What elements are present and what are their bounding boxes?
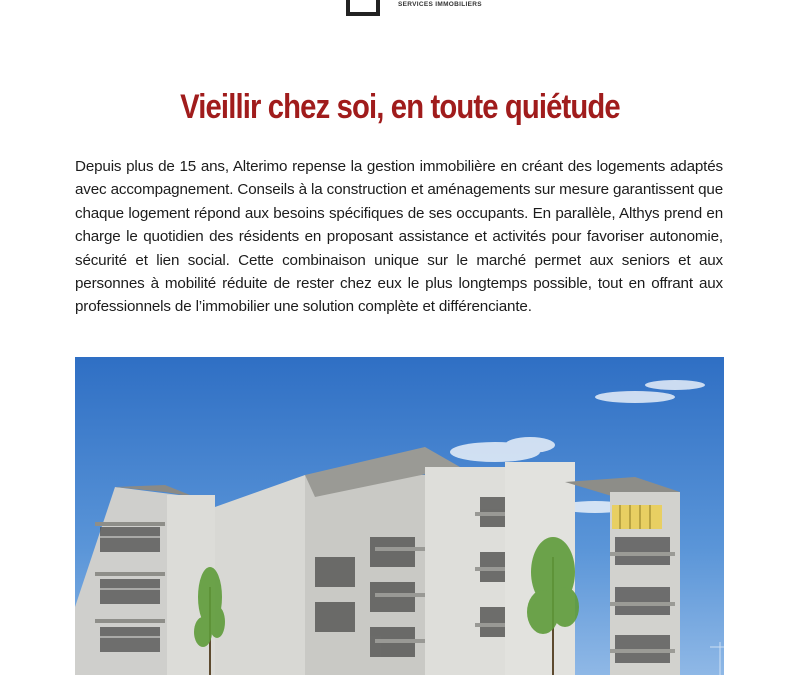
apartment-building-photo bbox=[75, 357, 724, 675]
intro-paragraph: Depuis plus de 15 ans, Alterimo repense la gestion immobilière en créant des logements adaptés avec accompagnement. Conseils à la construction et aménagements sur mesure garantissent que chaque logement répond aux besoins spécifiques de ses occupants. En parallèle, Althys prend en charge le quotidien des résidents en proposant assistance et activités pour favoriser autonomie, sécurité et lien social. Cette combinaison unique sur le marché permet aux seniors et aux personnes à mobilité réduite de rester chez eux le plus longtemps possible, tout en offrant aux professionnels de l’immobilier une solution complète et différenciante. bbox=[75, 158, 723, 316]
company-logo-mark bbox=[346, 0, 380, 16]
page-title: Vieillir chez soi, en toute quiétude bbox=[180, 88, 620, 126]
company-logo-text: SERVICES IMMOBILIERS bbox=[398, 1, 482, 8]
